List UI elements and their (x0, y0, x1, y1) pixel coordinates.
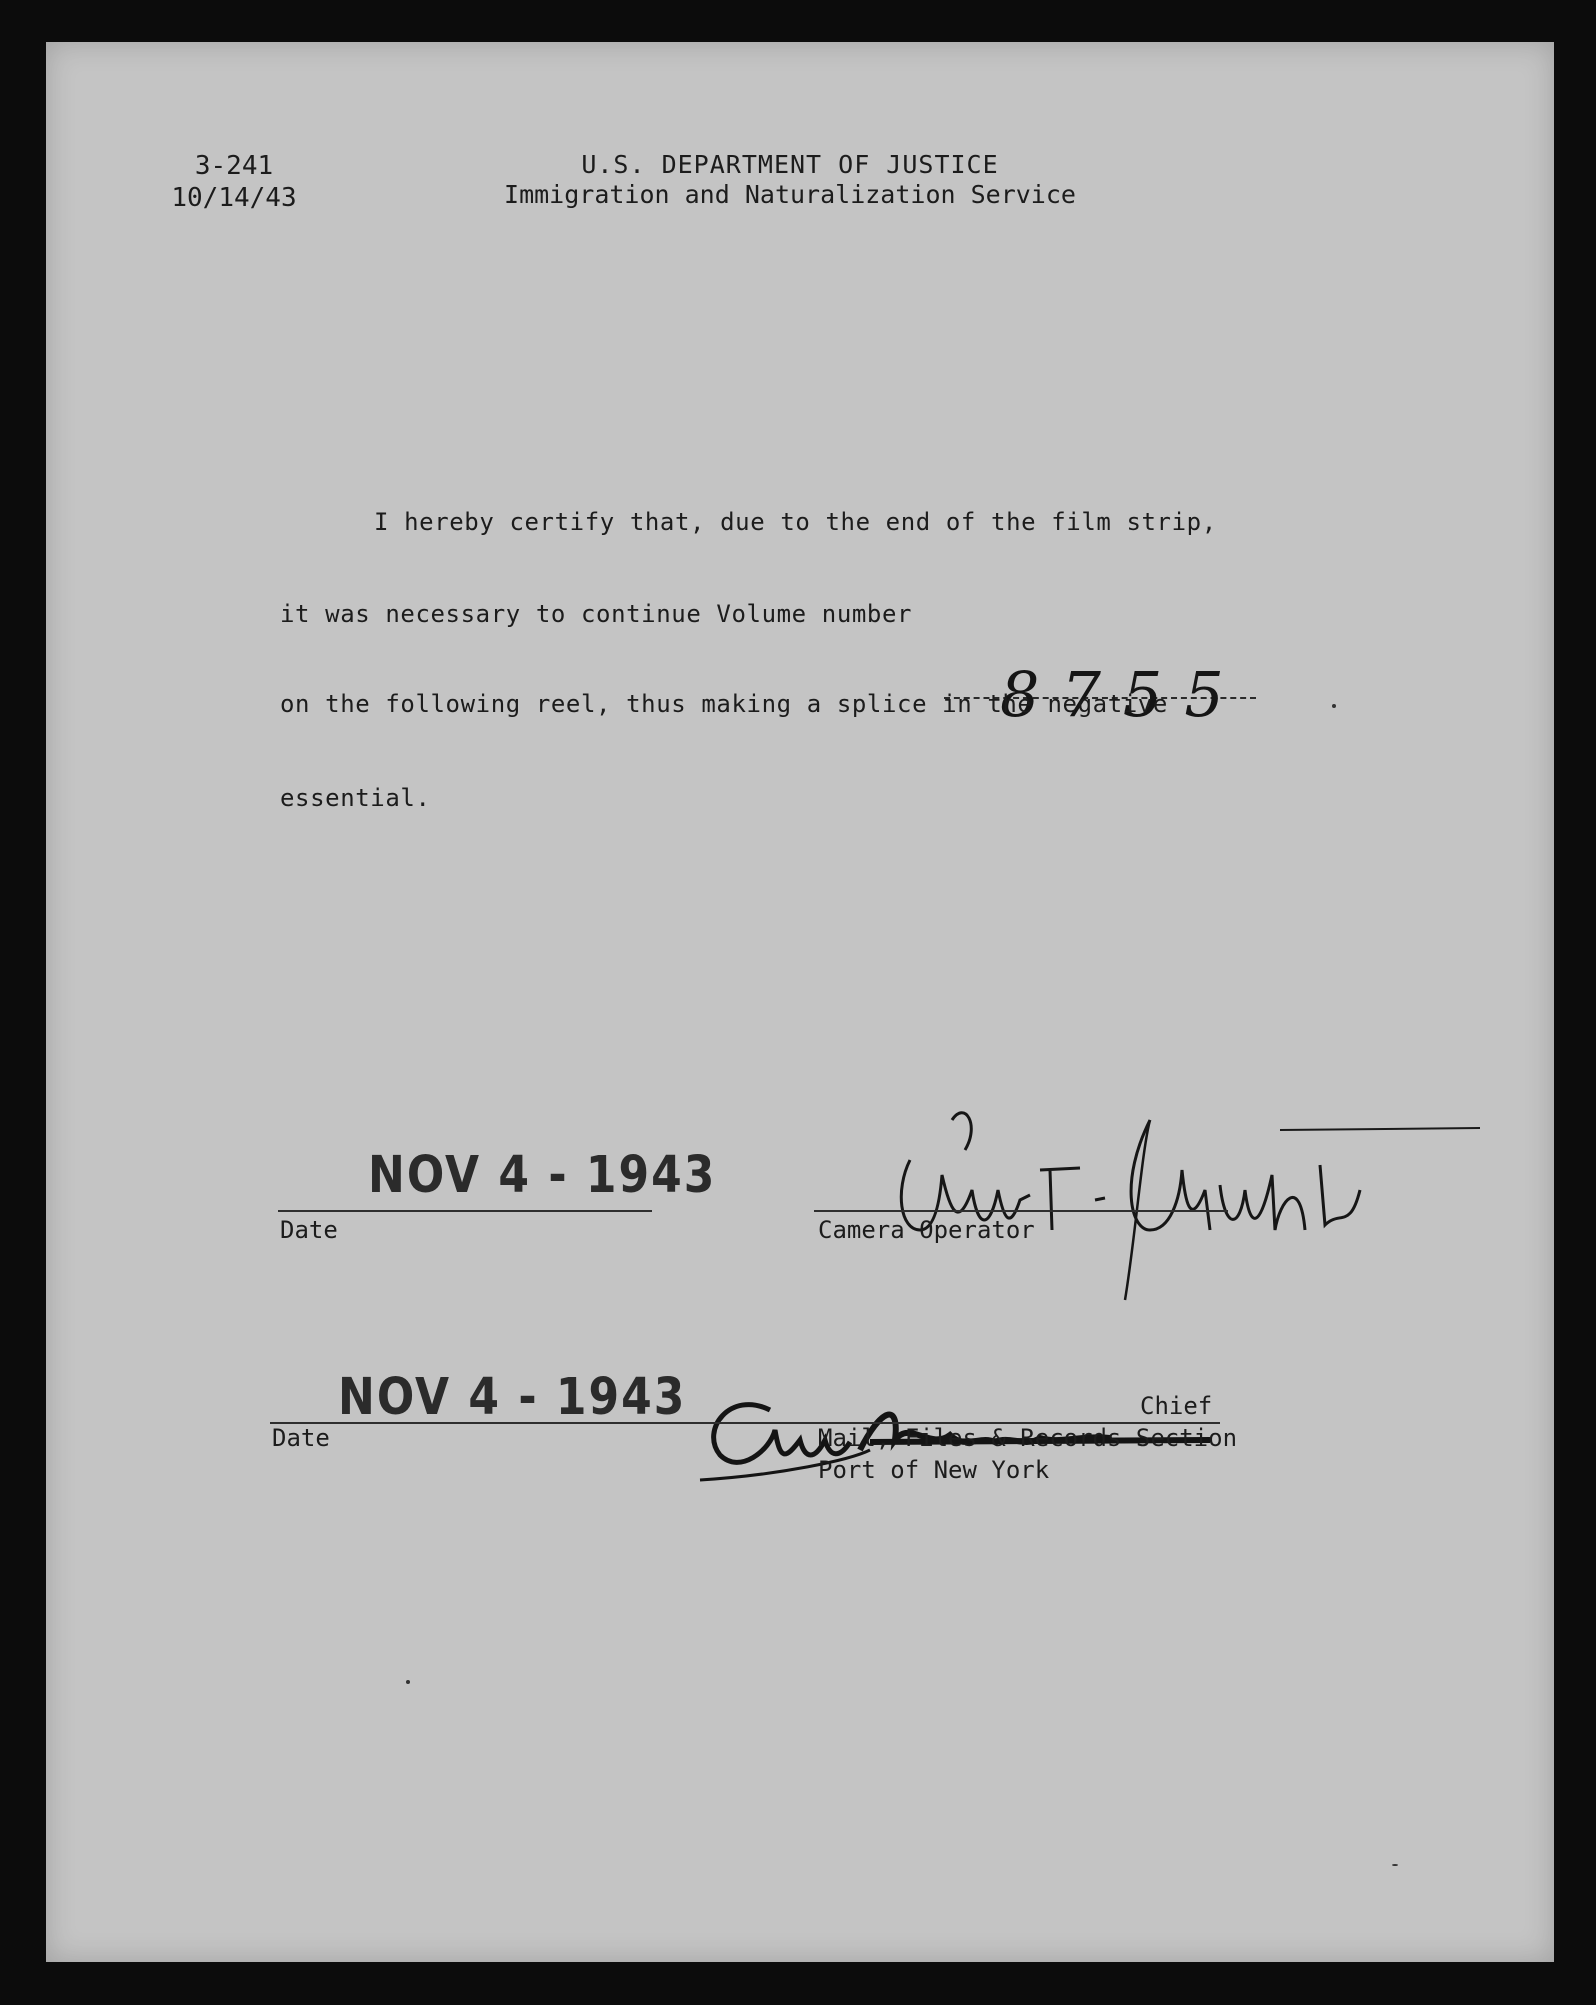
date-line-operator (278, 1210, 652, 1212)
date-stamp-operator: NOV 4 - 1943 (368, 1146, 717, 1205)
department-title: U.S. DEPARTMENT OF JUSTICE (581, 150, 999, 179)
service-title: Immigration and Naturalization Service (504, 180, 1076, 209)
certification-line-3: on the following reel, thus making a splice in the negative (280, 690, 1168, 718)
date-label-operator: Date (280, 1216, 338, 1244)
form-number: 3-241 (194, 151, 274, 181)
form-identifier (164, 150, 304, 214)
date-stamp-chief: NOV 4 - 1943 (338, 1368, 687, 1427)
certification-line-2: it was necessary to continue Volume number (280, 600, 913, 628)
period-mark (1332, 704, 1336, 708)
certification-line-1: I hereby certify that, due to the end of the film strip, (374, 508, 1217, 536)
certification-line-4: essential. (280, 784, 431, 812)
chief-section: Mail, Files & Records Section (818, 1424, 1238, 1452)
chief-port: Port of New York (818, 1456, 1050, 1484)
paper-speck (1392, 1864, 1398, 1866)
volume-number-handwritten: 8755 (1000, 658, 1246, 731)
date-label-chief: Date (272, 1424, 330, 1452)
date-line-chief (270, 1422, 670, 1424)
chief-title: Chief (1140, 1392, 1213, 1420)
camera-operator-label: Camera Operator (818, 1216, 1035, 1244)
form-date: 10/14/43 (171, 183, 297, 213)
document-page (46, 42, 1554, 1962)
signature-line-operator (814, 1210, 1228, 1212)
paper-speck (406, 1680, 410, 1684)
camera-operator-signature (880, 1080, 1500, 1310)
